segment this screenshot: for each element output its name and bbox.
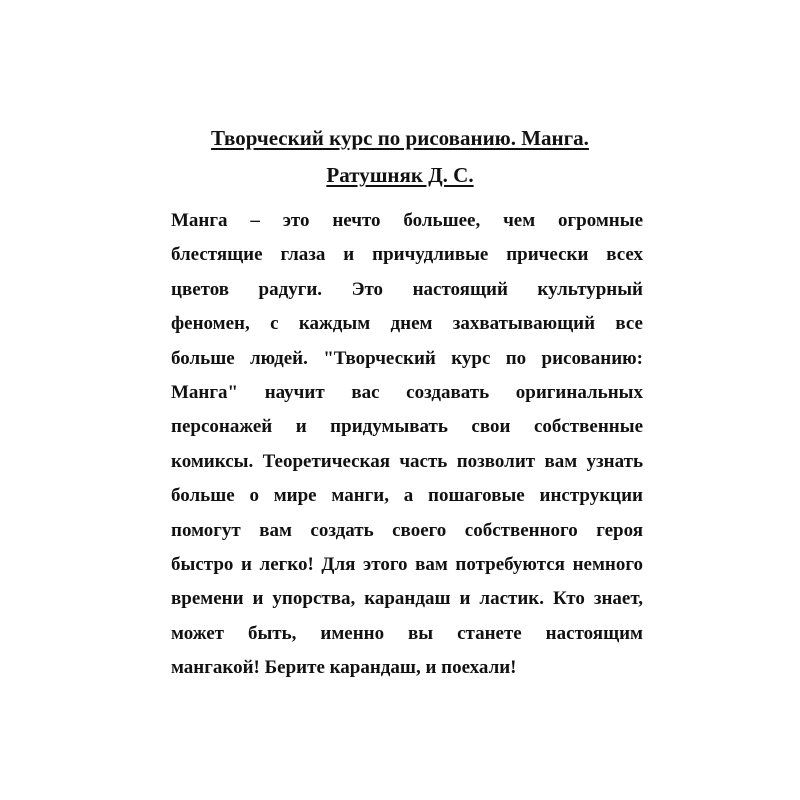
body-line: больше о мире манги, а пошаговые инструкции	[171, 485, 643, 507]
body-line: блестящие глаза и причудливые прически всех	[171, 244, 643, 266]
body-line: времени и упорства, карандаш и ластик. Кто знает,	[171, 588, 643, 610]
body-line: цветов радуги. Это настоящий культурный	[171, 278, 643, 300]
body-line: быстро и легко! Для этого вам потребуются немного	[171, 553, 643, 575]
document-title: Творческий курс по рисованию. Манга.	[211, 126, 589, 150]
body-line: мангакой! Берите карандаш, и поехали!	[171, 657, 517, 679]
body-line: помогут вам создать своего собственного героя	[171, 519, 643, 541]
document-author: Ратушняк Д. С.	[326, 163, 474, 187]
body-line: феномен, с каждым днем захватывающий все	[171, 313, 643, 335]
document-body	[171, 204, 643, 685]
body-line: комиксы. Теоретическая часть позволит вам узнать	[171, 450, 643, 472]
body-line: больше людей. "Творческий курс по рисованию:	[171, 347, 643, 369]
body-line: персонажей и придумывать свои собственные	[171, 416, 643, 438]
body-line: Манга" научит вас создавать оригинальных	[171, 381, 643, 403]
body-line: может быть, именно вы станете настоящим	[171, 622, 643, 644]
body-line: Манга – это нечто большее, чем огромные	[171, 210, 643, 231]
